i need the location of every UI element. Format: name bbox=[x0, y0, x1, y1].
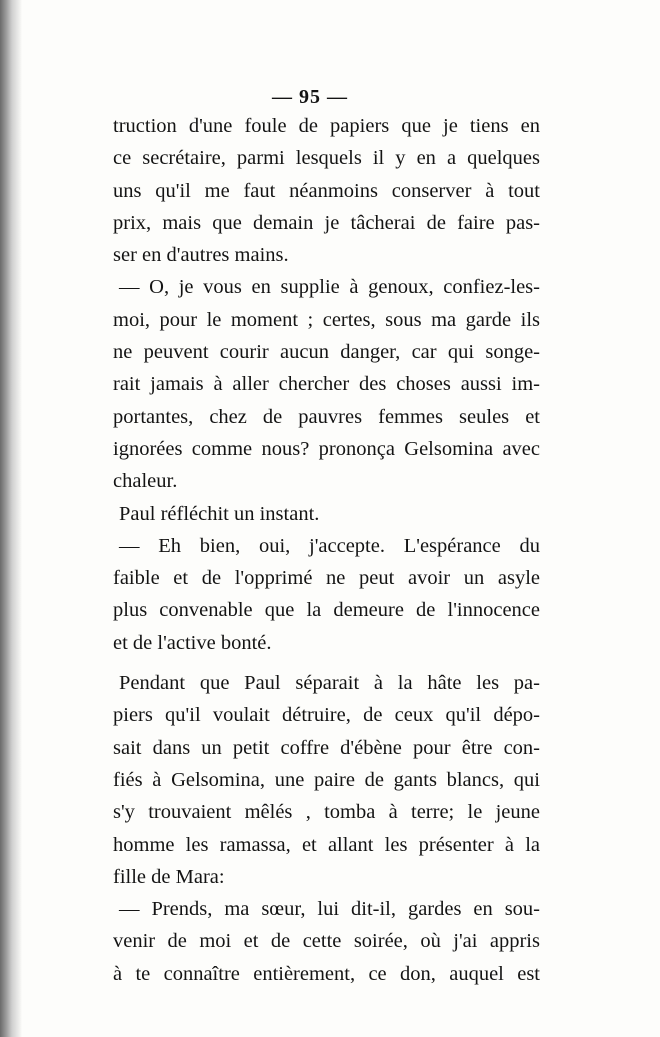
text-line: ser en d'autres mains. bbox=[113, 244, 289, 267]
text-line: ne peuvent courir aucun danger, car qui songe- bbox=[113, 341, 540, 364]
text-line: ce secrétaire, parmi lesquels il y en a quelques bbox=[113, 147, 540, 170]
text-line: Pendant que Paul séparait à la hâte les pa- bbox=[119, 672, 540, 695]
text-line: homme les ramassa, et allant les présenter à la bbox=[113, 833, 540, 856]
text-line: moi, pour le moment ; certes, sous ma garde ils bbox=[113, 308, 540, 331]
text-line: uns qu'il me faut néanmoins conserver à tout bbox=[113, 179, 540, 202]
text-line: Paul réfléchit un instant. bbox=[119, 502, 320, 525]
text-line: rait jamais à aller chercher des choses aussi im- bbox=[113, 373, 540, 396]
text-line: fiés à Gelsomina, une paire de gants blancs, qui bbox=[113, 768, 540, 791]
text-line: piers qu'il voulait détruire, de ceux qu'il dépo- bbox=[113, 704, 540, 727]
text-line: — O, je vous en supplie à genoux, confiez-les- bbox=[119, 276, 540, 299]
text-line: s'y trouvaient mêlés , tomba à terre; le jeune bbox=[113, 801, 540, 824]
text-line: prix, mais que demain je tâcherai de faire pas- bbox=[113, 211, 540, 234]
text-line: portantes, chez de pauvres femmes seules et bbox=[113, 405, 540, 428]
text-line: fille de Mara: bbox=[113, 865, 225, 888]
text-line: — Eh bien, oui, j'accepte. L'espérance du bbox=[119, 534, 540, 557]
text-line: faible et de l'opprimé ne peut avoir un asyle bbox=[113, 567, 540, 590]
text-line: chaleur. bbox=[113, 470, 178, 493]
body-text bbox=[113, 110, 540, 990]
text-line: sait dans un petit coffre d'ébène pour être con- bbox=[113, 736, 540, 759]
page-binding-edge bbox=[0, 0, 22, 1037]
text-line: à te connaître entièrement, ce don, auquel est bbox=[113, 962, 540, 985]
text-line: ignorées comme nous? prononça Gelsomina avec bbox=[113, 437, 540, 460]
text-line: et de l'active bonté. bbox=[113, 631, 272, 654]
page-number: — 95 — bbox=[272, 86, 348, 108]
text-line: plus convenable que la demeure de l'innocence bbox=[113, 599, 540, 622]
text-line: venir de moi et de cette soirée, où j'ai appris bbox=[113, 930, 540, 953]
text-line: truction d'une foule de papiers que je tiens en bbox=[113, 115, 540, 137]
text-line: — Prends, ma sœur, lui dit-il, gardes en sou- bbox=[119, 898, 540, 921]
